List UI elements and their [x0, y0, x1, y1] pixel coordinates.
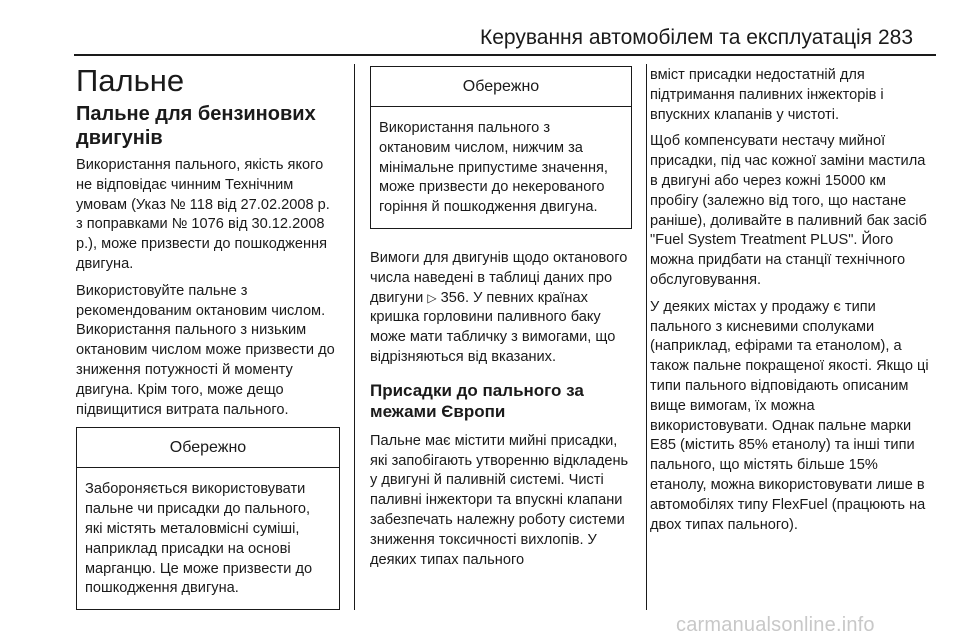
paragraph-text-start: Вимоги для двигунів щодо октанового числа наведені в таблиці даних про двигуни: [370, 249, 628, 306]
page-number: 283: [878, 26, 914, 49]
paragraph-continued: вміст присадки недостатній для підтримання паливних інжекторів і впускних клапанів у чистоті.: [650, 67, 884, 123]
reference-arrow-icon: ▷: [427, 290, 437, 305]
watermark: carmanualsonline.info: [676, 614, 875, 636]
warning-text: Забороняється використовувати пальне чи присадки до пального, які містять металовмісні суміші, наприклад присадки на основі марганцю. Це може призвести до пошкодження двигуна.: [85, 481, 313, 597]
column-divider-1: [354, 64, 355, 610]
section-title: Пальне: [76, 63, 185, 98]
warning-heading: Обережно: [371, 67, 631, 107]
warning-text: Використання пального з октановим числом, нижчим за мінімальне припустиме значення, може призвести до некерованого горіння й пошкодження двигуна.: [379, 120, 608, 216]
paragraph-detergents: Пальне має містити мийні присадки, які запобігають утворенню відкладень у двигуні й паливній системі. Чисті паливні інжектори та впускні клапани забезпечать належну роботу системи зниження токсичності вихлопів. У деяких типах пального: [370, 432, 629, 568]
paragraph-text-end: . У певних країнах кришка горловини паливного баку може мати табличку з вимогами, що відрізняються від вказаних.: [370, 289, 616, 365]
warning-heading: Обережно: [77, 428, 339, 468]
paragraph-fuel-quality: Використання пального, якість якого не відповідає чинним Технічним умовам (Указ № 118 від 27.02.2008 р. з поправками № 1076 від 30.12.2008 р.), може призвести до пошкодження двигуна.: [76, 157, 330, 272]
page-header-title: Керування автомобілем та експлуатація: [480, 26, 873, 49]
paragraph-oxygenates: У деяких містах у продажу є типи пального з кисневими сполуками (наприклад, ефірами та етанолом), а також пальне покращеної якості. Якщо ці типи пального відповідають описаним вище вимогам, їх можна використовувати. Однак пальне марки E85 (містить 85% етанолу) та інші типи пального, що містять більше 15% етанолу, можна використовувати лише в автомобілях типу FlexFuel (працюють на двох типах пального).: [650, 298, 929, 533]
subsection-title-petrol: Пальне для бензинових двигунів: [76, 103, 316, 149]
paragraph-octane-requirements: [370, 249, 632, 368]
column-divider-2: [646, 64, 647, 610]
column-3: [650, 66, 930, 542]
paragraph-octane: Використовуйте пальне з рекомендованим октановим числом. Використання пального з низьким октановим числом може призвести до зниження потужності й моменту двигуна. Крім того, може дещо підвищитися витрата пального.: [76, 282, 335, 418]
page-reference-link[interactable]: 356: [440, 289, 465, 306]
warning-box-metal-additives: [76, 427, 340, 610]
column-1: [76, 64, 340, 610]
warning-box-low-octane: [370, 66, 632, 229]
subsection-title-additives: Присадки до пального за межами Європи: [370, 380, 584, 421]
column-2: [370, 66, 632, 577]
header-divider: [74, 54, 936, 56]
paragraph-fuel-treatment: Щоб компенсувати нестачу мийної присадки, під час кожної заміни мастила в двигуні або через кожні 15000 км пробігу (залежно від того, що настане раніше), доливайте в паливний бак засіб "Fuel System Treatment PLUS". Його можна придбати на станції технічного обслуговування.: [650, 133, 927, 288]
